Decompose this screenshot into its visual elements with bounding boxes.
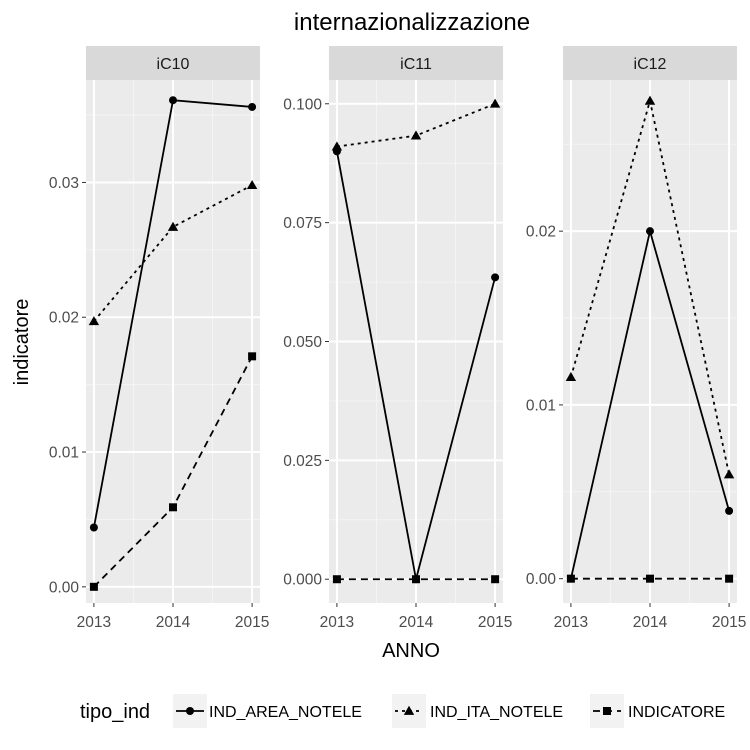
- legend-key-marker: [603, 707, 611, 715]
- x-tick-label: 2013: [76, 614, 112, 631]
- x-tick-label: 2014: [155, 614, 191, 631]
- y-tick-label: 0.100: [283, 96, 322, 114]
- panel-iC10: [49, 46, 270, 631]
- data-point-ind-area-notele: [491, 273, 499, 281]
- facet-strip-label: iC11: [400, 56, 432, 73]
- data-point-indicatore: [646, 575, 654, 583]
- legend-label: IND_ITA_NOTELE: [430, 704, 564, 721]
- data-point-indicatore: [412, 575, 420, 583]
- data-point-indicatore: [90, 583, 98, 591]
- facet-strip-label: iC12: [633, 56, 667, 73]
- y-tick-label: 0.02: [48, 309, 79, 327]
- legend-entries: [173, 694, 725, 728]
- data-point-indicatore: [169, 503, 177, 511]
- legend-key: [590, 694, 624, 728]
- y-tick-label: 0.01: [525, 397, 556, 415]
- panels: [49, 46, 747, 631]
- y-tick-label: 0.00: [525, 571, 556, 589]
- data-point-ind-area-notele: [90, 524, 98, 532]
- y-tick-label: 0.00: [48, 579, 79, 597]
- legend-key: [173, 694, 207, 728]
- x-tick-label: 2014: [398, 614, 434, 631]
- y-tick-label: 0.01: [48, 444, 79, 462]
- panel-iC12: [526, 46, 747, 631]
- y-tick-label: 0.03: [48, 174, 79, 192]
- data-point-ind-area-notele: [248, 103, 256, 111]
- legend-key: [392, 694, 426, 728]
- x-tick-label: 2013: [553, 614, 589, 631]
- data-point-ind-area-notele: [169, 96, 177, 104]
- data-point-indicatore: [248, 352, 256, 360]
- legend-title: tipo_ind: [80, 701, 151, 723]
- x-axis-title: ANNO: [382, 640, 440, 662]
- data-point-indicatore: [333, 575, 341, 583]
- data-point-ind-area-notele: [646, 227, 654, 235]
- x-tick-label: 2014: [632, 614, 668, 631]
- data-point-indicatore: [567, 575, 575, 583]
- legend-label: IND_AREA_NOTELE: [209, 704, 362, 721]
- y-tick-label: 0.025: [283, 452, 322, 470]
- y-tick-label: 0.000: [283, 571, 322, 589]
- y-tick-label: 0.02: [525, 223, 556, 241]
- y-tick-label: 0.075: [283, 215, 322, 233]
- chart-title: internazionalizzazione: [293, 9, 531, 36]
- legend-label: INDICATORE: [628, 704, 726, 721]
- x-tick-label: 2015: [234, 614, 270, 631]
- x-tick-label: 2015: [477, 614, 513, 631]
- y-axis-title: indicatore: [11, 298, 33, 386]
- data-point-ind-area-notele: [725, 507, 733, 515]
- facet-strip-label: iC10: [156, 56, 190, 73]
- data-point-indicatore: [725, 575, 733, 583]
- data-point-indicatore: [491, 575, 499, 583]
- legend: [80, 694, 725, 728]
- legend-key-marker: [186, 707, 194, 715]
- y-tick-label: 0.050: [283, 334, 322, 351]
- x-tick-label: 2015: [711, 614, 747, 631]
- panel-iC11: [283, 46, 512, 631]
- x-tick-label: 2013: [319, 614, 355, 631]
